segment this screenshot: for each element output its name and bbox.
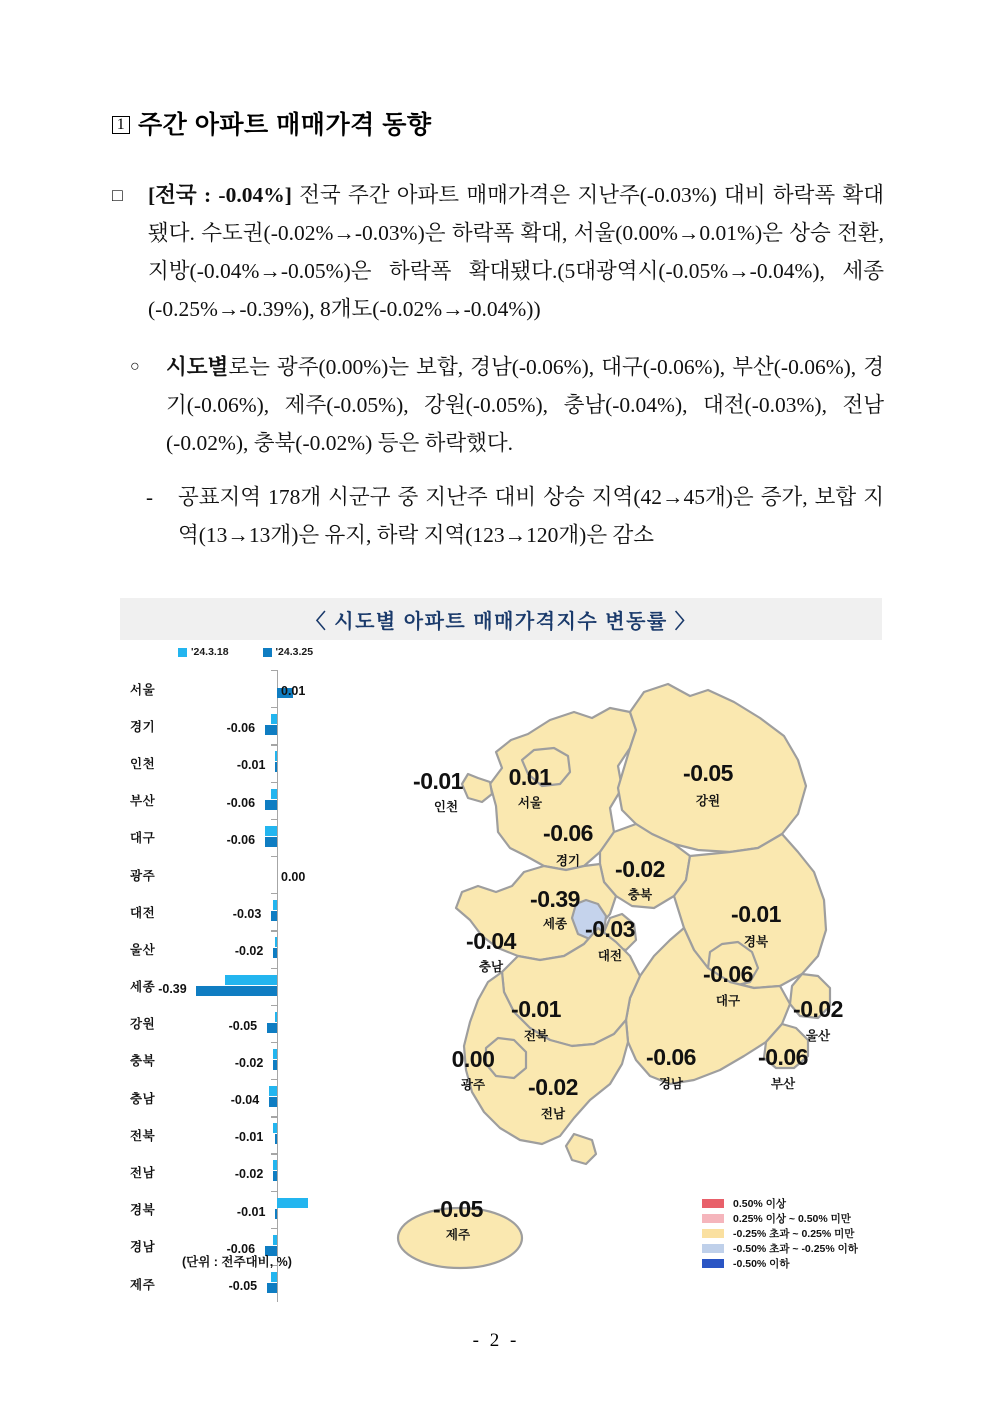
bar-chart-axis-tick xyxy=(271,670,278,671)
bullet-circle: ○ xyxy=(130,358,140,375)
paragraph-by-region-text xyxy=(130,348,884,462)
bar-chart-plot-area xyxy=(190,856,370,893)
bar-chart-bar xyxy=(271,1272,277,1282)
bar-chart-row xyxy=(120,893,370,930)
bar-chart-bar xyxy=(277,1198,308,1208)
bar-chart-category-label: 전북 xyxy=(130,1128,156,1143)
bar-chart-axis-tick xyxy=(271,1116,278,1117)
bar-chart-value-label: 0.00 xyxy=(281,869,306,884)
map-value-label: -0.04 xyxy=(466,928,516,954)
bar-chart-category-label: 경남 xyxy=(130,1240,156,1255)
bar-chart-zero-axis xyxy=(277,1191,278,1228)
bar-chart-zero-axis xyxy=(277,819,278,856)
bar-chart-bar xyxy=(275,937,277,947)
korea-choropleth-map xyxy=(378,656,882,1276)
bar-chart-value-label: 0.01 xyxy=(281,684,306,698)
bar-chart-category-label: 울산 xyxy=(130,942,156,957)
chart-legend xyxy=(178,646,313,658)
bar-chart-zero-axis xyxy=(277,893,278,930)
bar-chart-row xyxy=(120,1265,370,1302)
map-region-name-label: 강원 xyxy=(695,794,721,808)
bar-chart-bar xyxy=(225,975,277,985)
bar-chart-value-label: -0.01 xyxy=(236,1204,266,1219)
bar-chart-axis-tick xyxy=(271,782,278,783)
bullet-dash: - xyxy=(146,485,153,509)
bar-chart-plot-area xyxy=(190,1079,370,1116)
bar-chart-zero-axis xyxy=(277,1153,278,1190)
map-region-name-label: 제주 xyxy=(445,1228,471,1242)
map-region-name-label: 부산 xyxy=(770,1077,796,1091)
bar-chart-row xyxy=(120,819,370,856)
map-region-name-label: 경남 xyxy=(658,1077,684,1091)
legend-label-series-1: '24.3.18 xyxy=(191,646,229,658)
bar-chart-bar xyxy=(275,1134,277,1144)
map-legend-label: -0.25% 초과 ~ 0.25% 미만 xyxy=(733,1228,855,1240)
bar-chart-plot-area xyxy=(190,1153,370,1190)
bar-chart-category-label: 부산 xyxy=(130,794,156,809)
figure-region-price-index xyxy=(120,598,882,1293)
bar-chart-category-label: 세종 xyxy=(130,980,156,995)
map-legend-label: -0.50% 초과 ~ -0.25% 이하 xyxy=(733,1243,858,1255)
map-legend-row xyxy=(702,1226,902,1241)
map-legend-label: 0.25% 이상 ~ 0.50% 미만 xyxy=(733,1213,851,1225)
map-region-name-label: 광주 xyxy=(460,1078,486,1092)
paragraph-district-count-text: 공표지역 178개 시군구 중 지난주 대비 상승 지역(42→45개)은 증가, 보합 지역(13→13개)은 유지, 하락 지역(123→120개)은 감소 xyxy=(178,485,884,547)
bar-chart-plot-area xyxy=(190,1005,370,1042)
bar-chart-plot-area xyxy=(190,1265,370,1302)
map-value-label: 0.00 xyxy=(451,1046,495,1072)
paragraph-by-region-body: 로는 광주(0.00%)는 보합, 경남(-0.06%), 대구(-0.06%), 부산(-0.06%), 경기(-0.06%), 제주(-0.05%), 강원(-0.05%), 충남(-0.04%), 대전(-0.03%), 전남(-0.02%), 충북(-0.02%) 등은 하락했다. xyxy=(166,355,884,455)
bar-chart-plot-area xyxy=(190,1191,370,1228)
bar-chart-plot-area xyxy=(190,670,370,707)
bar-chart-category-label: 대전 xyxy=(130,905,156,920)
bar-chart-axis-tick xyxy=(271,1153,278,1154)
bar-chart-zero-axis xyxy=(277,1042,278,1079)
map-value-label: -0.06 xyxy=(543,820,593,846)
map-legend-swatch xyxy=(702,1199,724,1208)
bar-chart-bar xyxy=(271,789,277,799)
bar-chart-value-label: -0.39 xyxy=(158,981,187,996)
bar-chart-zero-axis xyxy=(277,782,278,819)
section-number-badge: 1 xyxy=(112,116,130,134)
map-region-name-label: 대전 xyxy=(597,949,623,963)
map-value-label: -0.03 xyxy=(585,916,635,942)
bar-chart-axis-tick xyxy=(271,930,278,931)
bar-chart-plot-area xyxy=(190,1042,370,1079)
bar-chart-bar xyxy=(275,762,277,772)
bar-chart-zero-axis xyxy=(277,744,278,781)
map-region-name-label: 경기 xyxy=(555,854,581,868)
bar-chart-plot-area xyxy=(190,930,370,967)
map-legend-swatch xyxy=(702,1229,724,1238)
bar-chart-axis-tick xyxy=(271,968,278,969)
map-value-label: -0.01 xyxy=(413,768,463,794)
paragraph-by-region-lead: 시도별 xyxy=(166,355,229,379)
bar-chart-zero-axis xyxy=(277,930,278,967)
map-region-name-label: 충남 xyxy=(478,960,504,974)
bar-chart-axis-tick xyxy=(271,856,278,857)
page-number: - 2 - xyxy=(472,1330,520,1351)
map-region-name-label: 경북 xyxy=(743,935,769,949)
bar-chart-row xyxy=(120,1153,370,1190)
bar-chart-zero-axis xyxy=(277,1116,278,1153)
bar-chart-category-label: 강원 xyxy=(130,1017,156,1032)
bar-chart-category-label: 서울 xyxy=(130,682,156,697)
bar-chart-value-label: -0.03 xyxy=(232,907,262,922)
bar-chart-bar xyxy=(265,826,277,836)
bar-chart-plot-area xyxy=(158,968,370,1005)
map-value-label: -0.06 xyxy=(758,1044,808,1070)
map-legend-row xyxy=(702,1241,902,1256)
bar-chart-row xyxy=(120,670,370,707)
bar-chart-bar xyxy=(273,1123,277,1133)
bar-chart-axis-tick xyxy=(271,707,278,708)
map-region-name-label: 서울 xyxy=(517,796,543,810)
bar-chart-bar xyxy=(273,1171,277,1181)
map-legend-swatch xyxy=(702,1214,724,1223)
bar-chart-axis-tick xyxy=(271,1228,278,1229)
map-legend-row xyxy=(702,1211,902,1226)
bar-chart-bar xyxy=(269,1097,277,1107)
paragraph-district-count xyxy=(146,478,884,554)
bar-chart-row xyxy=(120,1005,370,1042)
bar-chart-axis-tick xyxy=(271,893,278,894)
bar-chart-axis-tick xyxy=(271,819,278,820)
legend-swatch-series-2 xyxy=(263,648,272,657)
bar-chart-value-label: -0.01 xyxy=(236,758,266,773)
bar-chart-bar xyxy=(273,900,277,910)
bar-chart-value-label: -0.06 xyxy=(226,1241,256,1256)
bar-chart-row xyxy=(120,1191,370,1228)
legend-label-series-2: '24.3.25 xyxy=(275,646,314,658)
bar-chart-bar xyxy=(275,1012,277,1022)
bar-chart-value-label: -0.05 xyxy=(228,1279,258,1293)
bar-chart-row xyxy=(120,968,370,1005)
bullet-square: □ xyxy=(112,185,123,205)
figure-title-band xyxy=(120,598,882,640)
map-legend-row xyxy=(702,1256,902,1271)
map-region-name-label: 세종 xyxy=(542,917,568,931)
map-region-name-label: 충북 xyxy=(627,888,653,902)
bar-chart-category-label: 충북 xyxy=(130,1054,156,1069)
bar-chart-category-label: 전남 xyxy=(130,1166,156,1181)
chart-unit-note: (단위 : 전주대비, %) xyxy=(182,1255,292,1269)
bar-chart-value-label: -0.06 xyxy=(226,721,256,736)
bar-chart-zero-axis xyxy=(277,968,278,1005)
map-value-label: 0.01 xyxy=(508,764,552,790)
bar-chart-row xyxy=(120,1079,370,1116)
bar-chart-row xyxy=(120,1042,370,1079)
map-value-label: -0.06 xyxy=(646,1044,696,1070)
map-region-name-label: 울산 xyxy=(805,1029,831,1043)
map-value-label: -0.06 xyxy=(703,961,753,987)
map-region-name-label: 대구 xyxy=(715,994,741,1008)
map-value-label: -0.05 xyxy=(683,760,733,786)
bar-chart-bar xyxy=(273,1235,277,1245)
bar-chart-value-label: -0.05 xyxy=(228,1018,258,1033)
bar-chart-axis-tick xyxy=(271,1191,278,1192)
bar-chart-bar xyxy=(267,1023,277,1033)
bar-chart-row xyxy=(120,782,370,819)
bar-chart-bar xyxy=(265,725,277,735)
bar-chart-bar xyxy=(275,751,277,761)
bar-chart-value-label: -0.02 xyxy=(234,944,264,959)
bar-chart-zero-axis xyxy=(277,707,278,744)
bar-chart-plot-area xyxy=(190,744,370,781)
bar-chart-category-label: 광주 xyxy=(130,868,156,883)
map-legend-label: 0.50% 이상 xyxy=(733,1198,786,1210)
bar-chart-row xyxy=(120,856,370,893)
bar-chart-row xyxy=(120,707,370,744)
bar-chart-axis-tick xyxy=(271,1079,278,1080)
map-value-label: -0.02 xyxy=(528,1074,578,1100)
legend-item-series-1 xyxy=(178,646,229,658)
bar-chart-zero-axis xyxy=(277,1079,278,1116)
bar-chart-value-label: -0.04 xyxy=(230,1093,260,1108)
bar-chart-plot-area xyxy=(190,1116,370,1153)
map-value-label: -0.02 xyxy=(615,856,665,882)
bar-chart-value-label: -0.06 xyxy=(226,795,256,810)
legend-swatch-series-1 xyxy=(178,648,187,657)
map-legend-row xyxy=(702,1196,902,1211)
bar-chart-category-label: 충남 xyxy=(130,1091,156,1106)
bar-chart-value-label: -0.01 xyxy=(234,1130,264,1145)
bar-chart-axis-tick xyxy=(271,1042,278,1043)
bar-chart-value-label: -0.02 xyxy=(234,1055,264,1070)
map-value-label: -0.05 xyxy=(433,1196,483,1222)
bar-chart-bar xyxy=(267,1283,277,1293)
bar-chart-bar xyxy=(275,1209,277,1219)
bar-chart-zero-axis xyxy=(277,1265,278,1302)
bar-chart-bar xyxy=(273,1060,277,1070)
paragraph-national-body: 전국 주간 아파트 매매가격은 지난주(-0.03%) 대비 하락폭 확대됐다. 수도권(-0.02%→-0.03%)은 하락폭 확대, 서울(0.00%→0.01%)은 상승 전환, 지방(-0.04%→-0.05%)은 하락폭 확대됐다.(5대광역시(-0.05%→-0.04%), 세종(-0.25%→-0.39%), 8개도(-0.02%→-0.04%)) xyxy=(148,183,884,321)
bar-chart-bar xyxy=(271,714,277,724)
bar-chart-plot-area xyxy=(190,893,370,930)
map-region-name-label: 전남 xyxy=(540,1107,566,1121)
bar-chart-plot-area xyxy=(190,782,370,819)
bar-chart-zero-axis xyxy=(277,1005,278,1042)
bar-chart-value-label: -0.06 xyxy=(226,832,256,847)
bar-chart-value-label: -0.02 xyxy=(234,1167,264,1182)
bar-chart-axis-tick xyxy=(271,1005,278,1006)
map-legend xyxy=(702,1196,902,1271)
bar-chart-plot-area xyxy=(190,707,370,744)
bar-chart-bar xyxy=(271,911,277,921)
bar-chart-bar xyxy=(273,1160,277,1170)
map-labels xyxy=(378,656,882,1276)
map-legend-swatch xyxy=(702,1244,724,1253)
bar-chart-category-label: 대구 xyxy=(130,831,156,846)
page-title-text: 주간 아파트 매매가격 동향 xyxy=(138,111,432,139)
page-title xyxy=(112,105,432,141)
paragraph-by-region xyxy=(130,348,884,462)
map-region-name-label: 인천 xyxy=(433,800,459,814)
map-value-label: -0.01 xyxy=(731,901,781,927)
bar-chart-row xyxy=(120,744,370,781)
map-legend-swatch xyxy=(702,1259,724,1268)
bar-chart-bar xyxy=(265,800,277,810)
paragraph-national-lead: [전국 : -0.04%] xyxy=(148,183,292,207)
map-value-label: -0.01 xyxy=(511,996,561,1022)
bar-chart-category-label: 경기 xyxy=(130,719,156,734)
map-region-name-label: 전북 xyxy=(523,1029,549,1043)
map-legend-label: -0.50% 이하 xyxy=(733,1258,790,1270)
map-value-label: -0.02 xyxy=(793,996,843,1022)
bar-chart-category-label: 인천 xyxy=(130,756,156,771)
figure-title: 〈 시도별 아파트 매매가격지수 변동률 〉 xyxy=(305,610,697,633)
legend-item-series-2 xyxy=(263,646,314,658)
bar-chart-bar xyxy=(273,1049,277,1059)
bar-chart-category-label: 경북 xyxy=(130,1203,156,1218)
bar-chart-plot-area xyxy=(190,819,370,856)
bar-chart-bar xyxy=(265,837,277,847)
bar-chart-zero-axis xyxy=(277,856,278,893)
paragraph-national xyxy=(112,176,884,328)
bar-chart-row xyxy=(120,1116,370,1153)
bar-chart-axis-tick xyxy=(271,744,278,745)
bar-chart-row xyxy=(120,930,370,967)
bar-chart-bar xyxy=(273,948,277,958)
bar-chart-category-label: 제주 xyxy=(130,1277,156,1292)
map-value-label: -0.39 xyxy=(530,886,580,912)
paragraph-national-text xyxy=(112,176,884,328)
bar-chart-bar xyxy=(269,1086,277,1096)
bar-chart-bar xyxy=(196,986,277,996)
